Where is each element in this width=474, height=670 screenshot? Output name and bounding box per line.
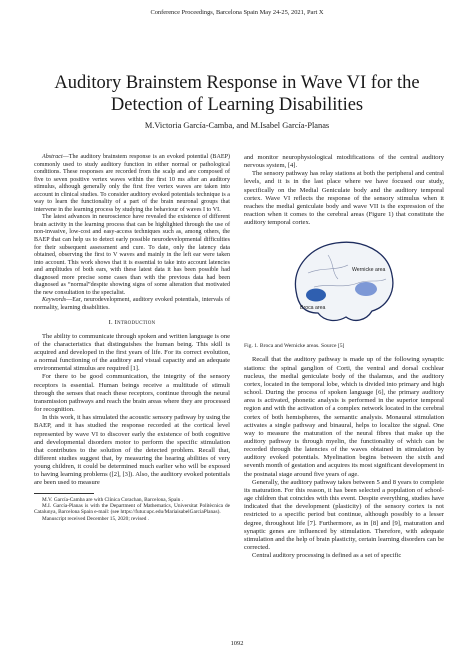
body-paragraph: Recall that the auditory pathway is made up of the following synaptic stations: the spinal ganglion of Corti, the ventral and dorsal cochlear nucleus, the medial geniculate body of the thalamus, and the auditory cortex, located in the temporal lobe, which is divided into primary and high school. During the process of spoken language [6], the primary auditory area is activated, phonetic analysis is performed in the superior temporal region and with the activation of a complex network located in the cerebral cortex of both hemispheres, the semantic analysis. Monaural stimulation activates a single pathway and binaural, helps to localize the signal. One way to measure the maturation of the neural fibres that make up the auditory pathway is through myelin, the functionality of which can be recorded through the latencies of the waves obtained in stimulation by auditory evoked potentials. Myelination begins between the sixth and seventh month of gestation and acquires its most significant development in the postnatal stage around five years of age. <box>244 356 444 478</box>
wernicke-area-region <box>355 282 377 296</box>
brain-illustration <box>288 233 398 337</box>
wernicke-label: Wernicke area <box>352 267 386 274</box>
broca-label: Broca area <box>300 305 326 312</box>
body-paragraph: Central auditory processing is defined as a set of specific <box>252 552 402 560</box>
left-column <box>34 154 230 522</box>
abstract-paragraph-2: The latest advances in neuroscience have revealed the existence of different brain activity in the learning process that can be highlighted through the use of non-invasive, low-cost and easy-access techniques such as, among others, the BAEP that can help us to detect early possible neurodevelopmental difficulties for their subsequent assessment and cure. To date, only the latency data obtained, observing the first to V waves and mainly in the left ear were taken into account. This work shows that it is essential to take into account latencies and amplitudes of both ears, with these latest data it has been possible had diagnosed more precise some cases than with the previous data had been diagnosed as “normal”despite showing signs of some alteration that motivated the new consultation to the specialist. <box>34 214 230 296</box>
keywords <box>34 297 230 312</box>
section-heading-introduction: I. Introduction <box>108 319 156 327</box>
page-number: 1092 <box>230 640 244 647</box>
footnote-divider <box>34 493 94 494</box>
abstract-text-1: —The auditory brainstem response is an evoked potential (BAEP) commonly used to study auditory function in either normal or pathological conditions. These responses are recorded from the scalp and are composed of five to seven positive vertex waves within the first 10 ms after an auditory stimulus, although generally only the first five vertex waves are taken into account in clinical studies. To consider auditory evoked potentials technique is a way to learn the functionality of a part of the brain neuronal groups that intervene in the learning process by studying the behaviour of waves I to VI. <box>34 154 230 213</box>
figure-caption: Fig. 1. Broca and Wernicke areas. Source [5] <box>244 343 345 350</box>
body-paragraph: For there to be good communication, the integrity of the sensory receptors is essential. Human beings receive a multitude of stimuli through the senses that reach these receptors, continue through the neural transmission pathways and reach the brain areas where they are processed for recognition. <box>34 373 230 414</box>
broca-area-region <box>306 289 326 302</box>
paper-title: Auditory Brainstem Response in Wave VI for the Detection of Learning Disabilities <box>54 73 420 115</box>
footnote-affiliation-1: M.V. García-Camba are with Clínica Corachan, Barcelona, Spain . <box>42 496 183 503</box>
body-paragraph: and monitor neurophysiological mtodifications of the central auditory nervous system, [4]. <box>244 154 444 170</box>
body-paragraph: The ability to communicate through spoken and written language is one of the characteristics that distinguishes the human being. This skill is acquired and developed in the first years of life. For its correct evolution, a normal functioning of the auditory and visual capacity and an adequate environmental stimulus are required [1]. <box>34 332 230 373</box>
footnote-manuscript: Manuscript received December 15, 2020; revised . <box>42 515 150 522</box>
body-paragraph: Generally, the auditory pathway takes between 5 and 8 years to complete its maturation. For this reason, it has been selected a population of school-age children that coincides with this event. Despite everything, studies have indicated that the development (plasticity) of the sensory cortex is not restricted to a specific period but continue, although possibly to a lesser degree, throughout life [7]. Furthermore, as in [8] and [9], maturation and synaptic genes are influenced by stimulation. Therefore, with adequate stimulation and the help of brain plasticity, certain learning disorders can be corrected. <box>244 478 444 551</box>
abstract-lead: Abstract <box>42 154 63 160</box>
figure-brain <box>244 233 444 341</box>
keywords-lead: Keywords <box>42 297 67 304</box>
body-paragraph: In this work, it has simulated the acoustic sensory pathway by using the BAEP, and it has studied the response recorded at the cortical level represented by wave VI to discover early the existence of both cognitive and developmental disorders motor to perform the specific stimulation that contributes to the solution of the detected problem. Recall that, different studies suggest that, by measuring the hearing abilities of very young children, it could be determined much earlier who will be exposed to having learning problems ([2], [3]). Also, the auditory evoked potentials are been used to measure <box>34 414 230 487</box>
author-list: M.Victoria García-Camba, and M.Isabel García-Planas <box>144 121 330 130</box>
abstract <box>34 154 230 297</box>
right-column <box>244 154 444 560</box>
running-header: Conference Proceedings, Barcelona Spain May 24-25, 2021, Part X <box>150 9 324 16</box>
abstract-paragraph-1 <box>34 154 230 214</box>
body-paragraph: The sensory pathway has relay stations at both the peripheral and central levels, and it is in the last place where we have focused our study, specifically on the Medial Geniculate body and the auditory temporal cortex. Wave VI reflects the response of the sensory stimulus when it reaches the medial geniculate body and wave VII is the expression of the reaction when it comes to the cerebral areas (Figure 1) that constitute the auditory temporal cortex. <box>244 170 444 227</box>
footnote-affiliation-2: M.I. García-Planas is with the Department of Mathematics, Universitat Politècnica de Catalunya, Barcelona Spain e-mail: (see https://futur.upc.edu/MariaisabelGarciaPlanas). <box>34 502 230 516</box>
keywords-text: —Ear, neurodevelopment, auditory evoked potentials, intervals of normality, learning disabilities. <box>34 297 230 311</box>
